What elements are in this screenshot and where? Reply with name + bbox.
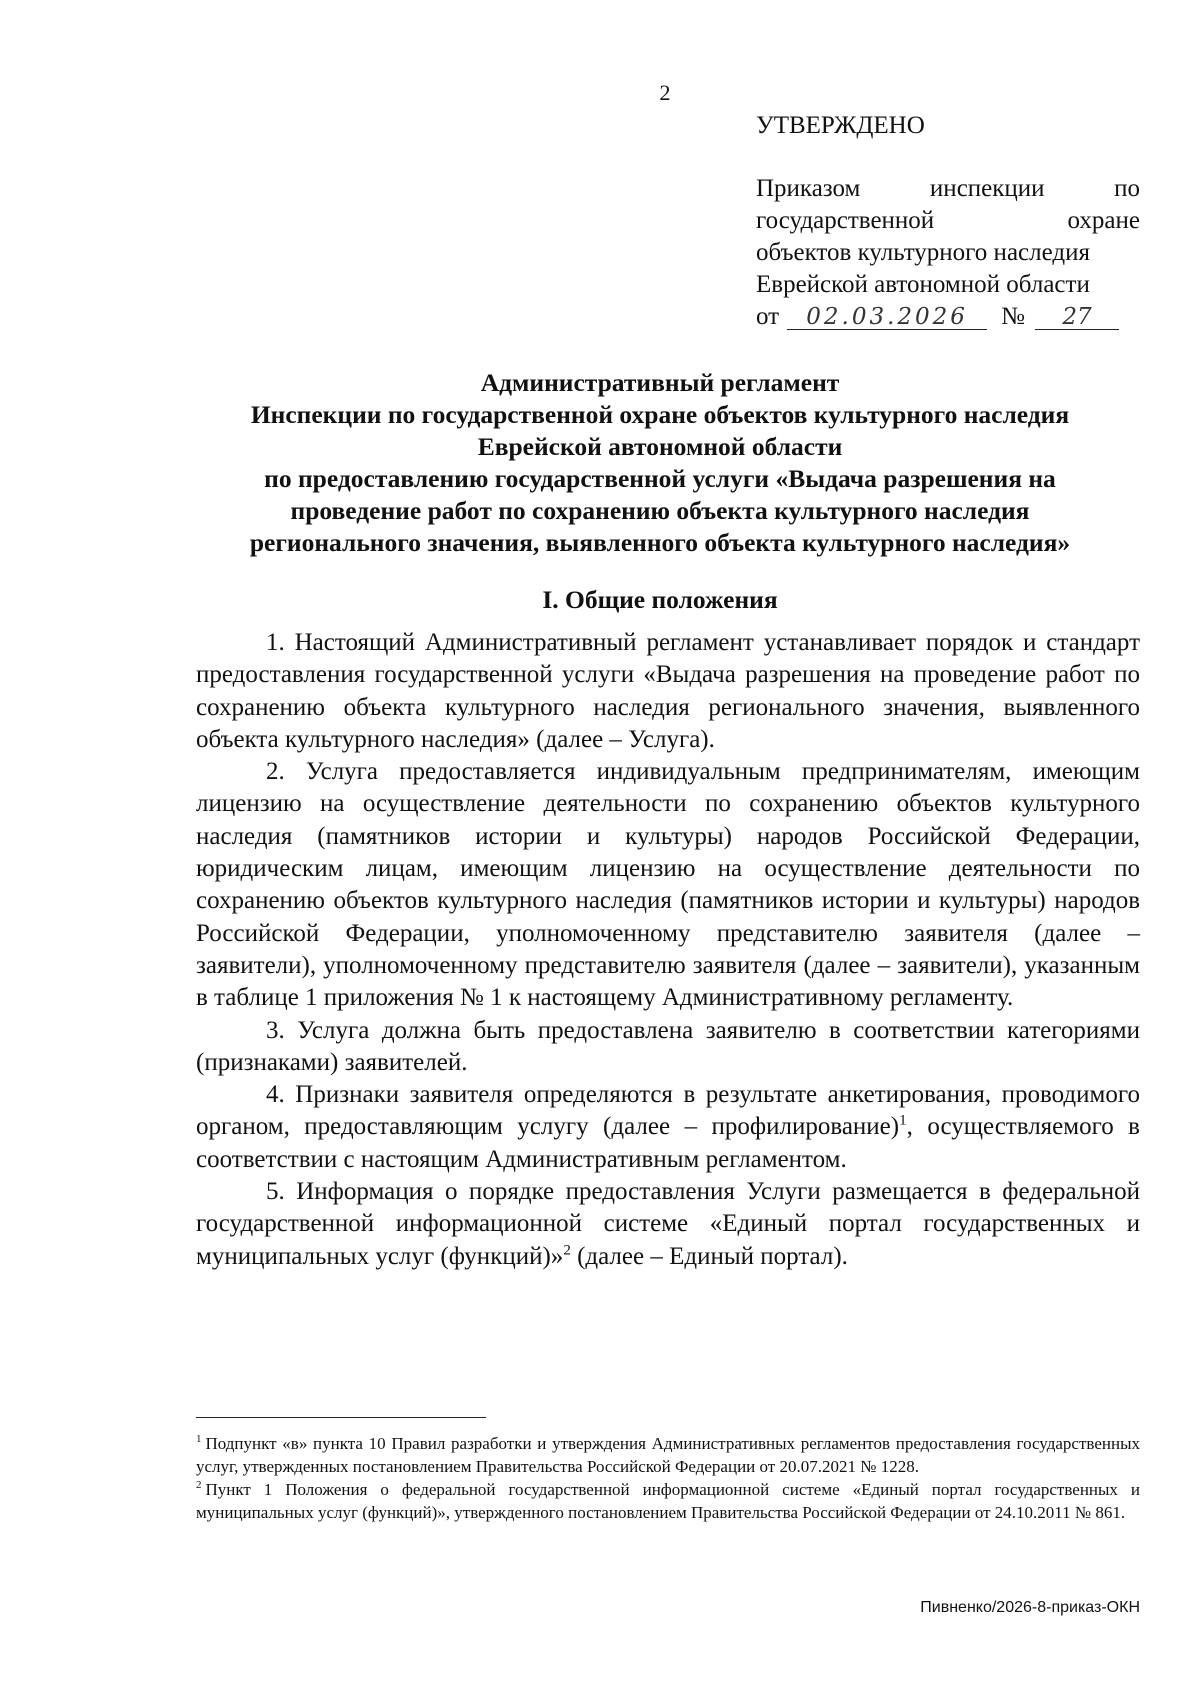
approval-line: Еврейской автономной области — [756, 271, 1090, 298]
paragraph-5-text-end: (далее – Единый портал). — [570, 1242, 848, 1270]
section-title: I. Общие положения — [542, 585, 778, 614]
title-line: регионального значения, выявленного объекта культурного наследия» — [249, 528, 1071, 557]
document-code: Пивненко/2026-8-приказ-ОКН — [920, 1599, 1140, 1616]
footnotes — [196, 1432, 1140, 1524]
title-line: Инспекции по государственной охране объектов культурного наследия — [250, 400, 1070, 429]
footnote-text: Подпункт «в» пункта 10 Правил разработки и утверждения Административных регламентов предоставления государственных услуг, утвержденных постановлением Правительства Российской Федерации от 20.07.2021 № 1228. — [196, 1434, 1140, 1476]
paragraph-3: 3. Услуга должна быть предоставлена заявителю в соответствии категориями (признаками) заявителей. — [196, 1016, 1140, 1076]
paragraph-5 — [196, 1176, 1140, 1273]
footnote-ref-2: 2 — [563, 1242, 571, 1259]
handwritten-number: 27 — [1035, 305, 1119, 330]
approval-line: Приказом инспекции по — [756, 175, 1140, 202]
title-line: Еврейской автономной области — [477, 432, 843, 461]
approval-stamp — [756, 110, 1140, 333]
title-line: проведение работ по сохранению объекта культурного наследия — [290, 496, 1030, 525]
paragraph-4-text: 4. Признаки заявителя определяются в результате анкетирования, проводимого органом, предоставляющим услугу (далее – профилирование) — [196, 1081, 1140, 1141]
footnote-text: Пункт 1 Положения о федеральной государственной информационной системе «Единый портал государственных и муниципальных услуг (функций)», утвержденного постановлением Правительства Российской Федерации от 24.10.2011 № 861. — [196, 1480, 1140, 1522]
paragraph-4 — [196, 1079, 1140, 1176]
page-number: 2 — [659, 80, 671, 105]
paragraph-2: 2. Услуга предоставляется индивидуальным предпринимателям, имеющим лицензию на осуществление деятельности по сохранению объектов культурного наследия (памятников истории и культуры) народов Российской Федерации, юридическим лицам, имеющим лицензию на осуществление деятельности по сохранению объектов культурного наследия (памятников истории и культуры) народов Российской Федерации, уполномоченному представителю заявителя (далее – заявители), уполномоченному представителю заявителя (далее – заявители), указанным в таблице 1 приложения № 1 к настоящему Административному регламенту. — [196, 758, 1140, 1012]
approval-date-row — [756, 301, 1140, 333]
number-sign: № — [1001, 303, 1025, 330]
paragraph-4-text-end: , осуществляемого в соответствии с настоящим Административным регламентом. — [196, 1113, 1140, 1173]
approval-line: объектов культурного наследия — [756, 239, 1090, 266]
footnote-mark: 2 — [196, 1479, 202, 1492]
paragraph-1: 1. Настоящий Административный регламент устанавливает порядок и стандарт предоставления государственной услуги «Выдача разрешения на проведение работ по сохранению объекта культурного наследия регионального значения, выявленного объекта культурного наследия» (далее – Услуга). — [196, 629, 1140, 753]
body-text — [196, 627, 1140, 1273]
footnote-mark: 1 — [196, 1433, 202, 1446]
footnote-divider — [196, 1417, 486, 1418]
paragraph-5-text: 5. Информация о порядке предоставления Услуги размещается в федеральной государственной информационной системе «Единый портал государственных и муниципальных услуг (функций)» — [196, 1178, 1140, 1270]
footnote-ref-1: 1 — [899, 1113, 907, 1130]
document-title — [160, 367, 1160, 559]
footnote-1 — [196, 1432, 1140, 1478]
title-line: Административный регламент — [480, 368, 840, 397]
handwritten-date: 02.03.2026 — [787, 305, 987, 330]
approval-line: государственной охране — [756, 207, 1140, 234]
date-prefix: от — [756, 303, 780, 330]
approval-heading: УТВЕРЖДЕНО — [756, 112, 925, 139]
footnote-2 — [196, 1478, 1140, 1524]
title-line: по предоставлению государственной услуги «Выдача разрешения на — [264, 464, 1056, 493]
